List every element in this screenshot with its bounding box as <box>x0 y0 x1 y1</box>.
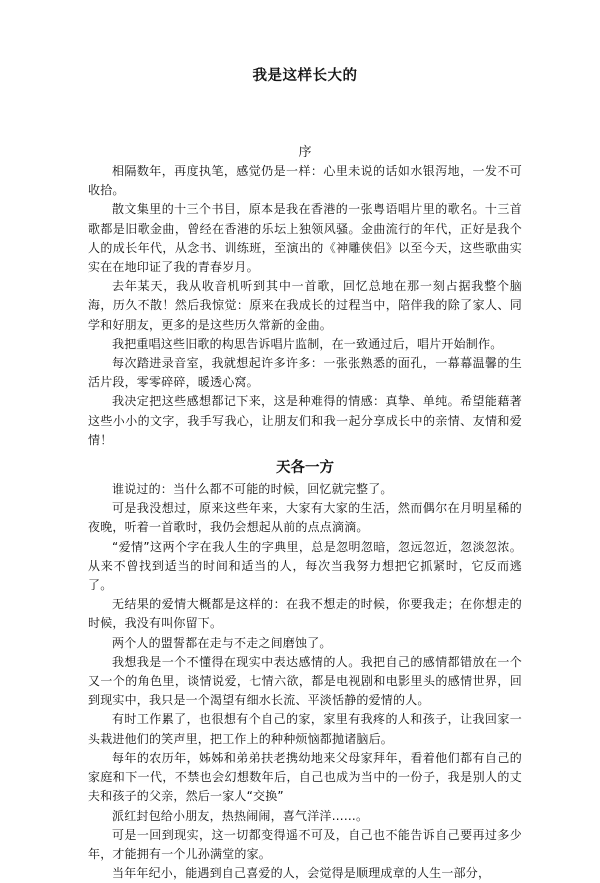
paragraph: 相隔数年，再度执笔，感觉仍是一样：心里未说的话如水银泻地，一发不可收拾。 <box>88 164 522 198</box>
paragraph: 当年年纪小，能遇到自己喜爱的人，会觉得是顺理成章的人生一部分， <box>112 866 491 881</box>
paragraph: 每年的农历年，姊姊和弟弟扶老携幼地来父母家拜年，看着他们都有自己的家庭和下一代，不禁也会幻想数年后，自己也成为当中的一份子，我是别人的丈夫和孩子的父亲，然后一家人“交换” <box>88 750 522 804</box>
paragraph: 有时工作累了，也很想有个自己的家，家里有我疼的人和孩子，让我回家一头栽进他们的笑声里，把工作上的种种烦恼都抛诸脑后。 <box>88 712 522 746</box>
paragraph: “爱情”这两个字在我人生的字典里，总是忽明忽暗，忽远忽近，忽淡忽浓。从来不曾找到适当的时间和适当的人，每次当我努力想把它抓紧时，它反而逃了。 <box>88 539 522 593</box>
paragraph: 散文集里的十三个书目，原本是我在香港的一张粤语唱片里的歌名。十三首歌都是旧歌金曲，曾经在香港的乐坛上独领风骚。金曲流行的年代，正好是我个人的成长年代，从念书、训练班，至演出的《神雕侠侣》以至今天，这些歌曲实实在在地印证了我的青春岁月。 <box>88 202 522 275</box>
section-heading-preface: 序 <box>298 145 312 160</box>
paragraph: 我决定把这些感想都记下来，这是种难得的情感：真挚、单纯。希望能藉著这些小小的文字，我手写我心，让朋友们和我一起分享成长中的亲情、友情和爱情！ <box>88 394 522 447</box>
paragraph: 两个人的盟誓都在走与不走之间磨蚀了。 <box>112 635 332 650</box>
paragraph: 无结果的爱情大概都是这样的：在我不想走的时候，你要我走；在你想走的时候，我没有叫你留下。 <box>88 597 522 631</box>
section-tian-ge-yi-fang <box>88 456 522 883</box>
paragraph: 可是一回到现实，这一切都变得遥不可及，自己也不能告诉自己要再过多少年，才能拥有一个儿孙满堂的家。 <box>88 827 522 861</box>
paragraph: 谁说过的：当什么都不可能的时候，回忆就完整了。 <box>112 482 393 497</box>
paragraph: 可是我没想过，原来这些年来，大家有大家的生活，然而偶尔在月明星稀的夜晚，听着一首歌时，我仍会想起从前的点点滴滴。 <box>88 501 522 535</box>
paragraph: 去年某天，我从收音机听到其中一首歌，回忆总地在那一刻占据我整个脑海，历久不散！然后我惊觉：原来在我成长的过程当中，陪伴我的除了家人、同学和好朋友，更多的是这些历久常新的金曲。 <box>88 279 522 332</box>
document-title: 我是这样长大的 <box>252 68 358 84</box>
paragraph: 我把重唱这些旧歌的构思告诉唱片监制，在一致通过后，唱片开始制作。 <box>112 336 503 351</box>
paragraph: 每次踏进录音室，我就想起许多许多：一张张熟悉的面孔，一幕幕温馨的生活片段，零零碎碎，暖透心窝。 <box>88 356 522 390</box>
paragraph: 派红封包给小朋友，热热闹闹，喜气洋洋……。 <box>112 808 369 823</box>
section-preface <box>88 141 522 450</box>
paragraph: 我想我是一个不懂得在现实中表达感情的人。我把自己的感情都错放在一个又一个的角色里，谈情说爱，七情六欲，都是电视剧和电影里头的感情世界，回到现实中，我只是一个渴望有细水长流、平淡恬静的爱情的人。 <box>88 654 522 708</box>
section-heading-tian-ge-yi-fang: 天各一方 <box>276 460 334 477</box>
